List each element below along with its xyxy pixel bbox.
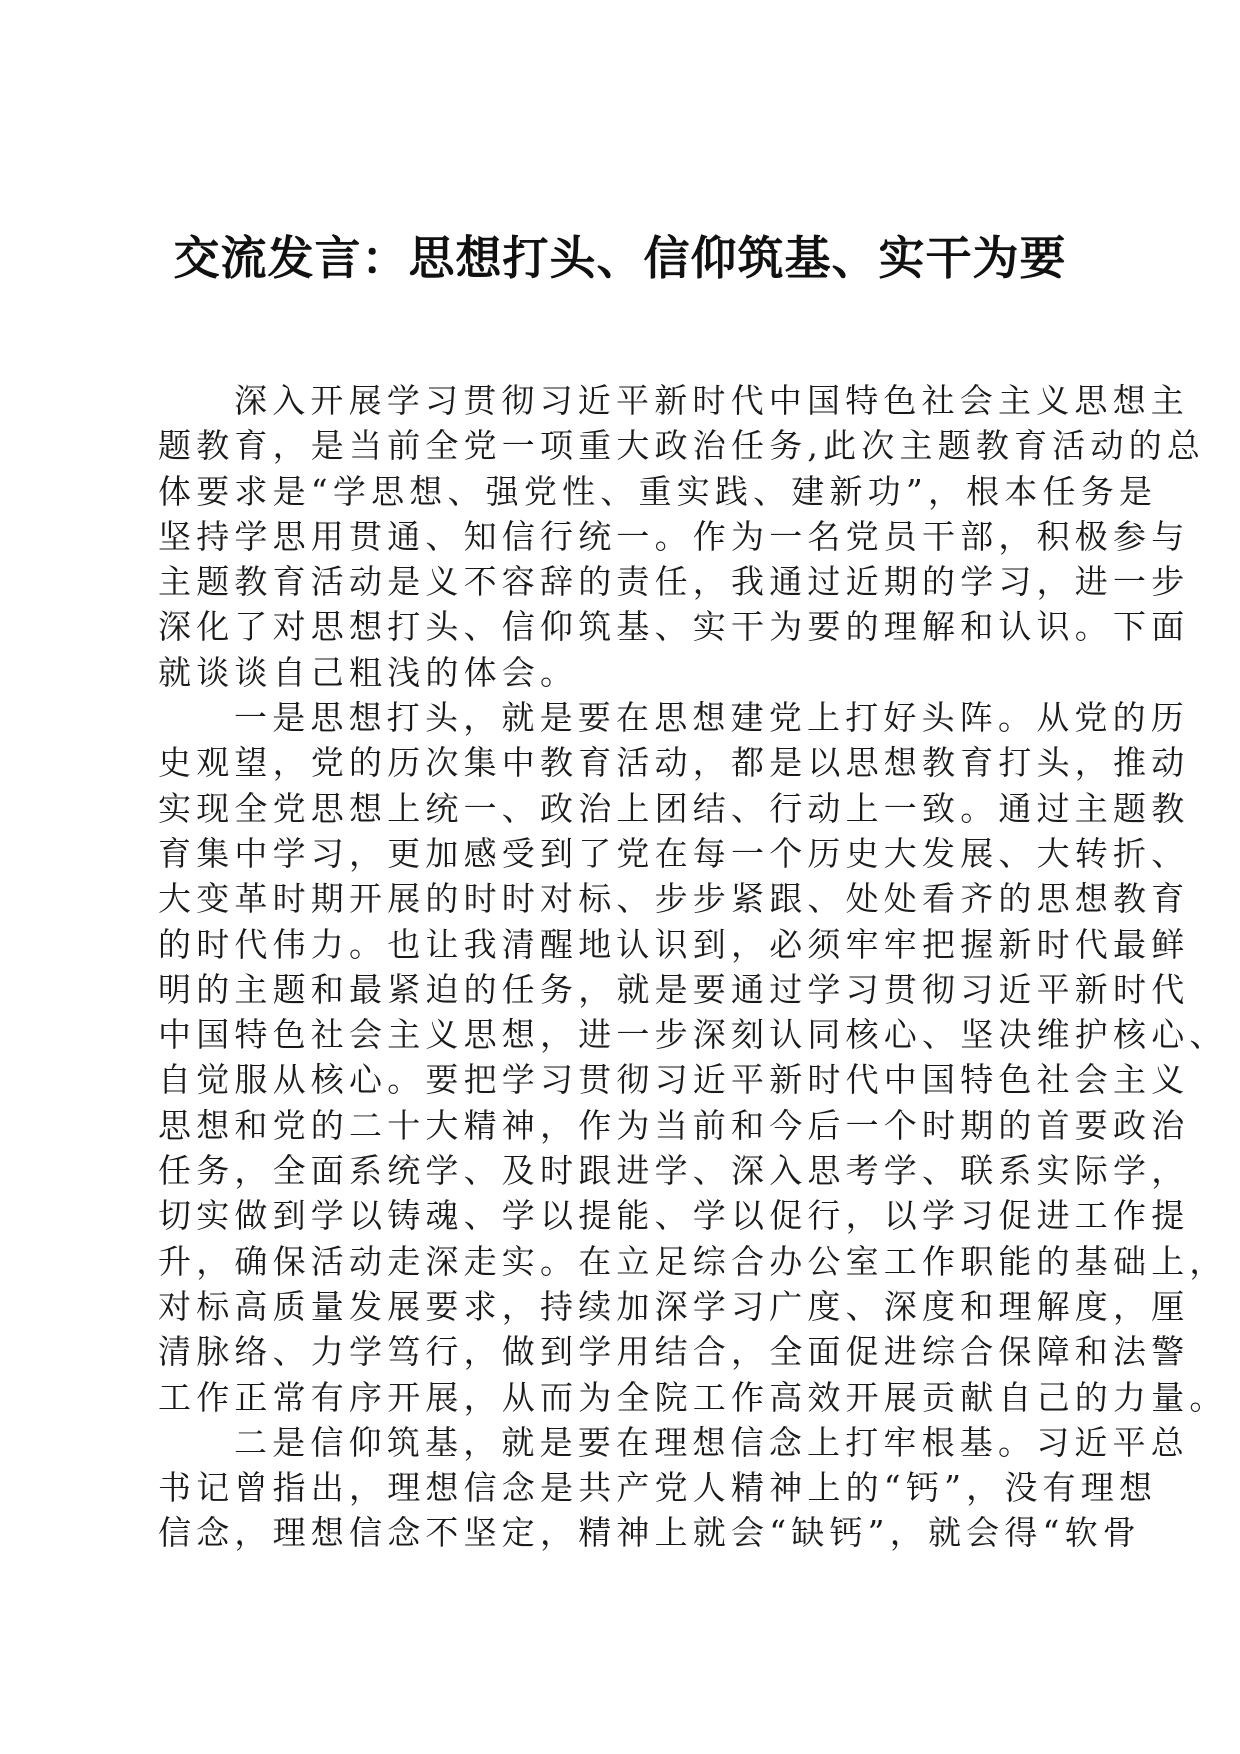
body-line: 二是信仰筑基，就是要在理想信念上打牢根基。习近平总 xyxy=(234,1422,1189,1462)
body-line: 信念，理想信念不坚定，精神上就会“缺钙”，就会得“软骨 xyxy=(158,1513,1142,1553)
body-line: 自觉服从核心。要把学习贯彻习近平新时代中国特色社会主义 xyxy=(158,1060,1190,1100)
body-line: 题教育，是当前全党一项重大政治任务,此次主题教育活动的总 xyxy=(158,426,1206,466)
body-line: 育集中学习，更加感受到了党在每一个历史大发展、大转折、 xyxy=(158,833,1190,873)
body-line: 对标高质量发展要求，持续加深学习广度、深度和理解度，厘 xyxy=(158,1286,1190,1326)
body-line: 任务，全面系统学、及时跟进学、深入思考学、联系实际学， xyxy=(158,1151,1190,1191)
body-line: 一是思想打头，就是要在思想建党上打好头阵。从党的历 xyxy=(234,698,1189,738)
body-line: 中国特色社会主义思想，进一步深刻认同核心、坚决维护核心、 xyxy=(158,1015,1228,1055)
body-line: 明的主题和最紧迫的任务，就是要通过学习贯彻习近平新时代 xyxy=(158,969,1190,1009)
body-line: 实现全党思想上统一、政治上团结、行动上一致。通过主题教 xyxy=(158,788,1190,828)
body-line: 书记曾指出，理想信念是共产党人精神上的“钙”，没有理想 xyxy=(158,1468,1158,1508)
body-line: 坚持学思用贯通、知信行统一。作为一名党员干部，积极参与 xyxy=(158,516,1190,556)
body-line: 升，确保活动走深走实。在立足综合办公室工作职能的基础上， xyxy=(158,1241,1228,1281)
body-line: 工作正常有序开展，从而为全院工作高效开展贡献自己的力量。 xyxy=(158,1377,1228,1417)
document-title: 交流发言：思想打头、信仰筑基、实干为要 xyxy=(173,231,1067,285)
body-line: 深入开展学习贯彻习近平新时代中国特色社会主义思想主 xyxy=(234,381,1189,420)
body-line: 思想和党的二十大精神，作为当前和今后一个时期的首要政治 xyxy=(158,1105,1190,1145)
document-body xyxy=(158,378,1228,1556)
body-line: 切实做到学以铸魂、学以提能、学以促行，以学习促进工作提 xyxy=(158,1196,1190,1236)
body-line: 主题教育活动是义不容辞的责任，我通过近期的学习，进一步 xyxy=(158,562,1190,602)
body-line: 的时代伟力。也让我清醒地认识到，必须牢牢把握新时代最鲜 xyxy=(158,924,1190,964)
body-line: 清脉络、力学笃行，做到学用结合，全面促进综合保障和法警 xyxy=(158,1332,1190,1372)
body-line: 史观望，党的历次集中教育活动，都是以思想教育打头，推动 xyxy=(158,743,1190,783)
body-line: 大变革时期开展的时时对标、步步紧跟、处处看齐的思想教育 xyxy=(158,879,1190,919)
body-line: 就谈谈自己粗浅的体会。 xyxy=(158,652,579,692)
body-line: 深化了对思想打头、信仰筑基、实干为要的理解和认识。下面 xyxy=(158,607,1190,647)
body-line: 体要求是“学思想、强党性、重实践、建新功”，根本任务是 xyxy=(158,471,1158,511)
